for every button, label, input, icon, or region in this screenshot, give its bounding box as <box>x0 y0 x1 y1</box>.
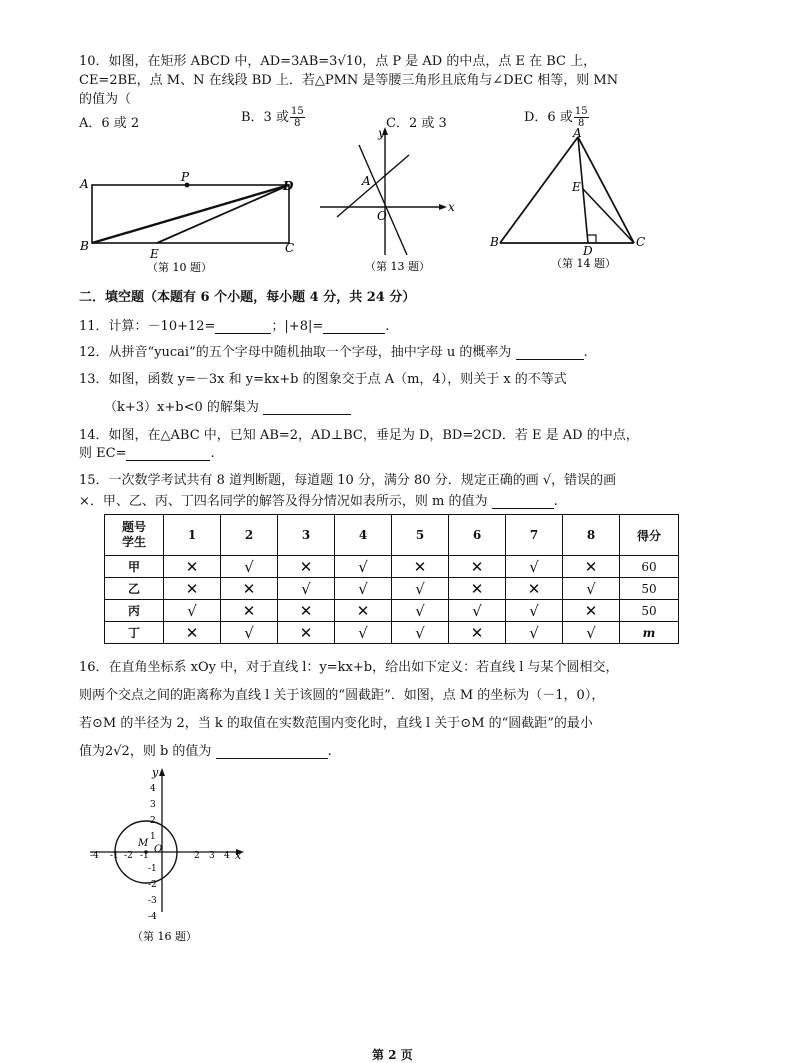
q15-line2: ×．甲、乙、丙、丁四名同学的解答及得分情况如表所示，则 m 的值为 . <box>79 494 558 509</box>
answer-mark: √ <box>392 578 449 600</box>
fig14-label-d: D <box>583 244 593 258</box>
table-header: 3 <box>278 515 335 556</box>
fig10-label-p: P <box>181 170 190 184</box>
table-header-score: 得分 <box>620 515 679 556</box>
answer-mark: ✕ <box>278 622 335 644</box>
answer-mark: √ <box>506 622 563 644</box>
fig16-ytick: 3 <box>150 800 156 810</box>
table-header: 4 <box>335 515 392 556</box>
table-header: 6 <box>449 515 506 556</box>
fig16-label-y: y <box>152 766 159 779</box>
answer-mark: √ <box>335 578 392 600</box>
student-name: 乙 <box>105 578 164 600</box>
answer-mark: ✕ <box>164 556 221 578</box>
table-header: 7 <box>506 515 563 556</box>
q13-answer-blank[interactable] <box>263 414 351 415</box>
q14-answer-blank[interactable] <box>126 460 210 461</box>
q11: 11．计算：－10+12= ；|+8|= . <box>79 319 390 334</box>
table-row <box>105 556 679 578</box>
table-header: 8 <box>563 515 620 556</box>
figure-13 <box>315 125 465 275</box>
fig16-ytick: -1 <box>148 864 157 874</box>
fig16-xtick: -1 <box>140 851 149 861</box>
answer-mark: √ <box>506 556 563 578</box>
fig10-label-a: A <box>80 177 89 191</box>
fig14-label-e: E <box>572 180 581 194</box>
answer-mark: √ <box>335 556 392 578</box>
answer-mark: ✕ <box>449 556 506 578</box>
q10-line1: 10．如图，在矩形 ABCD 中，AD=3AB=3√10，点 P 是 AD 的中点，点 E 在 BC 上， <box>79 54 597 69</box>
figure-16 <box>82 762 257 947</box>
answer-mark: √ <box>563 622 620 644</box>
q13-line1: 13．如图，函数 y=－3x 和 y=kx+b 的图象交于点 A（m，4），则关于 x 的不等式 <box>79 372 567 387</box>
fig10-label-c: C <box>285 241 295 255</box>
student-name: 丙 <box>105 600 164 622</box>
fig16-ytick: -2 <box>148 880 157 890</box>
q14-line2: 则 EC= . <box>79 446 215 461</box>
answer-mark: ✕ <box>221 600 278 622</box>
section-2-heading: 二．填空题（本题有 6 个小题，每小题 4 分，共 24 分） <box>79 290 416 305</box>
fig16-xtick: 4 <box>224 851 230 861</box>
fig13-label-a: A <box>362 174 371 188</box>
fig13-caption: （第 13 题） <box>365 260 430 273</box>
q10-line3: 的值为（ <box>79 92 132 107</box>
answer-mark: ✕ <box>164 578 221 600</box>
answer-mark: √ <box>164 600 221 622</box>
fig14-label-a: A <box>573 126 582 140</box>
student-name: 丁 <box>105 622 164 644</box>
q16-answer-blank[interactable] <box>216 758 328 759</box>
answer-mark: ✕ <box>278 556 335 578</box>
fig16-xtick: -2 <box>124 851 133 861</box>
answer-mark: √ <box>278 578 335 600</box>
answer-mark: ✕ <box>506 578 563 600</box>
answer-mark: √ <box>335 622 392 644</box>
table-header: 5 <box>392 515 449 556</box>
score-cell: m <box>620 622 679 644</box>
table-corner-cell: 题号 学生 <box>105 515 164 556</box>
answer-mark: ✕ <box>392 556 449 578</box>
figure-10 <box>75 170 305 275</box>
q14-line1: 14．如图，在△ABC 中，已知 AB=2，AD⊥BC，垂足为 D，BD=2CD．若 E 是 AD 的中点， <box>79 428 639 443</box>
fig16-ytick: 2 <box>150 816 156 826</box>
answer-mark: √ <box>392 622 449 644</box>
score-cell: 50 <box>620 600 679 622</box>
fig16-label-x: x <box>235 849 242 862</box>
answer-mark: ✕ <box>449 578 506 600</box>
q16-line3: 若⊙M 的半径为 2，当 k 的取值在实数范围内变化时，直线 l 关于⊙M 的“圆截距”的最小 <box>79 716 593 731</box>
fig16-label-o: O <box>154 844 163 855</box>
answer-mark: ✕ <box>221 578 278 600</box>
student-name: 甲 <box>105 556 164 578</box>
answer-mark: √ <box>392 600 449 622</box>
q15-answer-table <box>104 514 679 644</box>
fig16-label-m: M <box>138 838 149 849</box>
fig10-label-b: B <box>80 239 89 253</box>
q12: 12．从拼音“yucai”的五个字母中随机抽取一个字母，抽中字母 u 的概率为 . <box>79 345 588 360</box>
q12-answer-blank[interactable] <box>516 359 584 360</box>
q10-option-a: A．6 或 2 <box>79 116 140 131</box>
answer-mark: ✕ <box>449 622 506 644</box>
q16-line2: 则两个交点之间的距离称为直线 l 关于该圆的“圆截距”．如图，点 M 的坐标为（－1，0）， <box>79 688 605 703</box>
answer-mark: ✕ <box>563 556 620 578</box>
fig14-caption: （第 14 题） <box>551 257 616 270</box>
table-header: 1 <box>164 515 221 556</box>
q11-answer-blank-2[interactable] <box>323 333 385 334</box>
answer-mark: ✕ <box>563 600 620 622</box>
table-row <box>105 578 679 600</box>
fig16-ytick: 1 <box>150 832 156 842</box>
q16-line1: 16．在直角坐标系 xOy 中，对于直线 l：y=kx+b，给出如下定义：若直线 l 与某个圆相交， <box>79 660 619 675</box>
fig10-label-e: E <box>150 247 159 261</box>
table-row <box>105 600 679 622</box>
q13-line2: （k+3）x+b<0 的解集为 <box>104 396 351 415</box>
fig13-label-y: y <box>378 126 385 140</box>
table-row <box>105 622 679 644</box>
fig14-label-c: C <box>636 235 646 249</box>
answer-mark: ✕ <box>164 622 221 644</box>
fig16-xtick: 3 <box>209 851 215 861</box>
fig13-label-x: x <box>448 200 455 214</box>
answer-mark: ✕ <box>278 600 335 622</box>
answer-mark: √ <box>506 600 563 622</box>
figure-14 <box>485 125 660 275</box>
score-cell: 50 <box>620 578 679 600</box>
fig14-label-b: B <box>490 235 499 249</box>
fig16-caption: （第 16 题） <box>132 930 197 943</box>
q15-line1: 15．一次数学考试共有 8 道判断题，每道题 10 分，满分 80 分．规定正确的画 √，错误的画 <box>79 473 617 488</box>
answer-mark: √ <box>221 556 278 578</box>
fig10-label-d: D <box>283 179 294 193</box>
q11-answer-blank-1[interactable] <box>215 333 271 334</box>
q15-answer-blank[interactable] <box>492 508 554 509</box>
fig10-caption: （第 10 题） <box>147 261 212 274</box>
fig16-ytick: -4 <box>148 912 157 922</box>
fig16-xtick: -1 <box>110 851 119 861</box>
fig16-ytick: 4 <box>150 784 156 794</box>
score-cell: 60 <box>620 556 679 578</box>
q10-line2: CE=2BE，点 M、N 在线段 BD 上．若△PMN 是等腰三角形且底角与∠DEC 相等，则 MN <box>79 73 619 88</box>
answer-mark: √ <box>449 600 506 622</box>
page-number: 第 2 页 <box>372 1048 413 1062</box>
q10-option-d: D．6 或 $\frac{15}{8}$ <box>524 106 588 129</box>
fig16-xtick: -4 <box>90 851 99 861</box>
q16-line4: 值为2√2，则 b 的值为 . <box>79 744 332 759</box>
answer-mark: ✕ <box>335 600 392 622</box>
answer-mark: √ <box>563 578 620 600</box>
table-header-row <box>105 515 679 556</box>
q10-option-b: B．3 或 $\frac{15}{8}$ <box>241 106 304 129</box>
table-header: 2 <box>221 515 278 556</box>
fig13-label-o: O <box>377 209 387 223</box>
fig16-ytick: -3 <box>148 896 157 906</box>
fig16-xtick: 2 <box>194 851 200 861</box>
answer-mark: √ <box>221 622 278 644</box>
q10-option-c: C．2 或 3 <box>386 116 447 131</box>
